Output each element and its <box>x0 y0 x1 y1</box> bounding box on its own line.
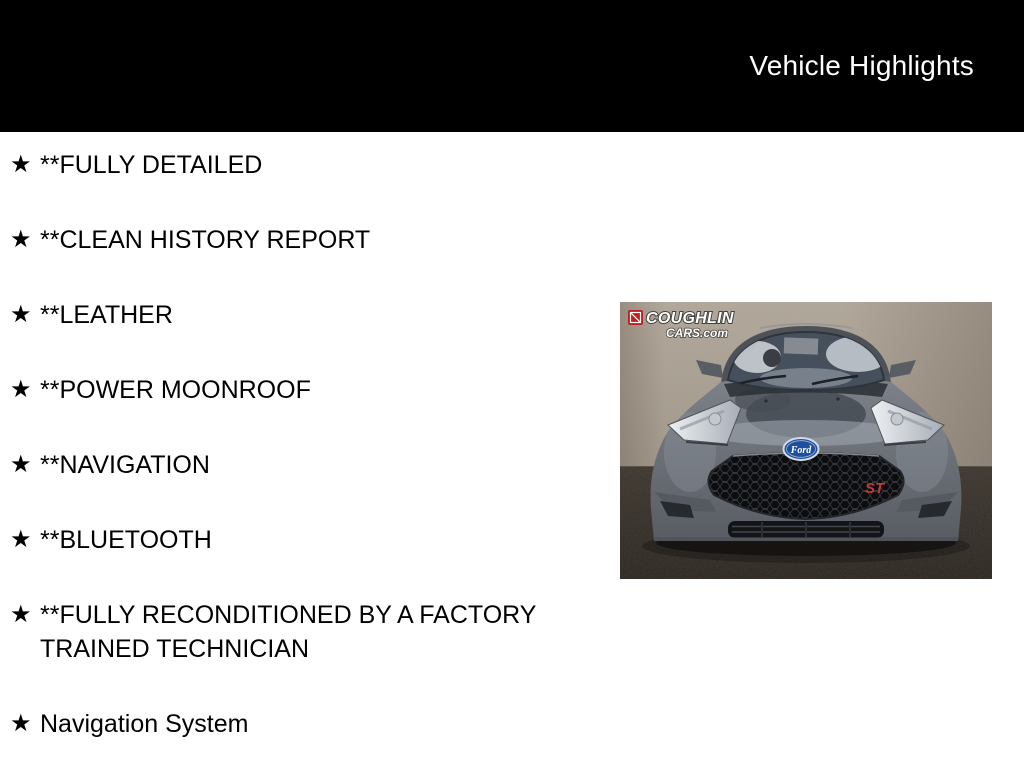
star-icon: ★ <box>10 526 32 553</box>
dealer-site: CARS.com <box>666 326 729 340</box>
list-item-text: **LEATHER <box>40 301 173 329</box>
star-icon: ★ <box>10 301 32 328</box>
star-icon: ★ <box>10 376 32 403</box>
list-item-text: **CLEAN HISTORY REPORT <box>40 226 371 254</box>
list-item-text: **FULLY RECONDITIONED BY A FACTORY TRAINED TECHNICIAN <box>40 601 536 663</box>
dealer-name: COUGHLIN <box>646 310 734 327</box>
star-icon: ★ <box>10 226 32 253</box>
list-item <box>10 598 570 666</box>
star-icon: ★ <box>10 601 32 628</box>
list-item <box>10 298 570 332</box>
list-item-text: **BLUETOOTH <box>40 526 212 554</box>
header-bar <box>0 0 1024 132</box>
list-item <box>10 523 570 557</box>
car-front-illustration <box>620 302 992 579</box>
list-item <box>10 448 570 482</box>
list-item-text: **POWER MOONROOF <box>40 376 311 404</box>
star-icon: ★ <box>10 451 32 478</box>
list-item-text: Navigation System <box>40 710 249 738</box>
highlights-list <box>10 148 570 782</box>
star-icon: ★ <box>10 151 32 178</box>
list-item <box>10 373 570 407</box>
list-item <box>10 707 570 741</box>
list-item-text: **NAVIGATION <box>40 451 210 479</box>
ford-badge <box>784 438 819 460</box>
list-item-text: **FULLY DETAILED <box>40 151 263 179</box>
st-badge: ST <box>865 480 885 497</box>
page-title: Vehicle Highlights <box>749 50 974 81</box>
star-icon: ★ <box>10 710 32 737</box>
vehicle-photo <box>620 302 992 579</box>
list-item <box>10 223 570 257</box>
ford-badge-text: Ford <box>790 445 812 456</box>
list-item <box>10 148 570 182</box>
